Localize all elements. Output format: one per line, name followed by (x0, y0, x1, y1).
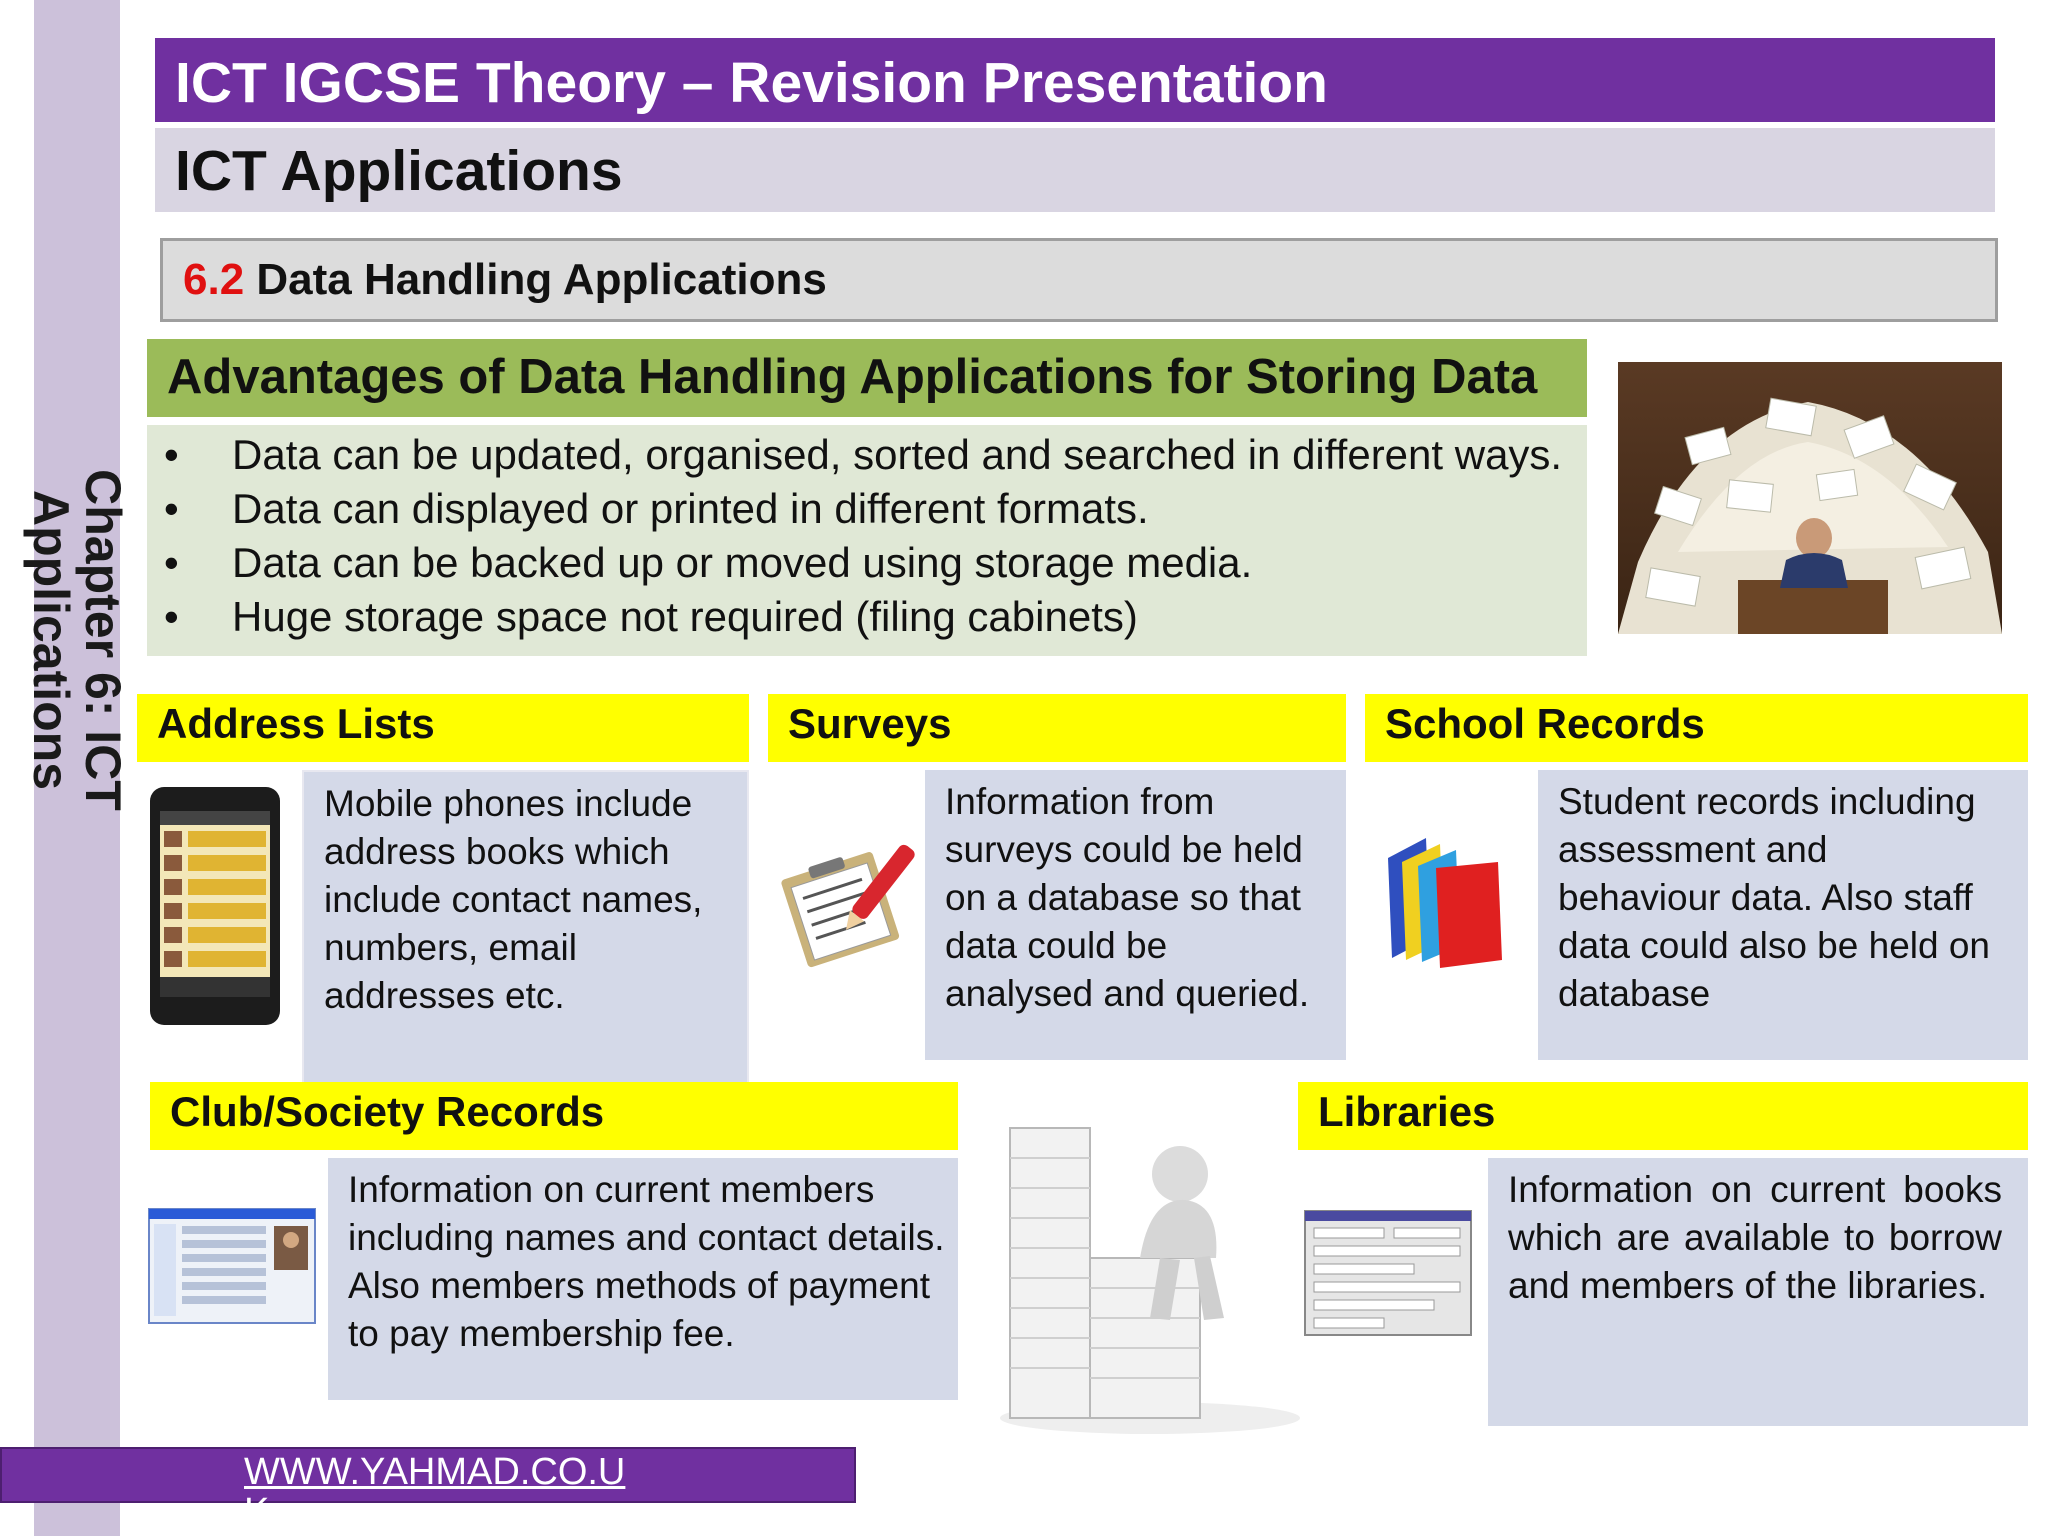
advantage-item: • Data can displayed or printed in different formats. (164, 485, 1149, 532)
paper-pile-photo (1618, 362, 2002, 634)
libraries-panel (1488, 1158, 2028, 1426)
club-records-text: Information on current members including names and contact details. Also members methods of payment to pay membership fee. (348, 1169, 945, 1354)
section-number: 6.2 (183, 255, 245, 304)
topic-subtitle: ICT Applications (175, 139, 623, 203)
section-title: Data Handling Applications (256, 255, 827, 304)
advantage-item: • Data can be backed up or moved using storage media. (164, 539, 1253, 586)
libraries-header (1298, 1082, 2028, 1150)
surveys-panel (925, 770, 1346, 1060)
chapter-label: Chapter 6: ICT Applications (23, 469, 131, 811)
surveys-header (768, 694, 1346, 762)
section-heading-bar (160, 238, 1998, 322)
advantages-heading-bar (147, 339, 1587, 417)
club-records-header (150, 1082, 958, 1150)
address-lists-header (137, 694, 749, 762)
library-database-image (1304, 1210, 1472, 1336)
advantages-list (160, 428, 1600, 644)
surveys-text: Information from surveys could be held on a database so that data could be analysed and queried. (945, 781, 1310, 1014)
school-records-header (1365, 694, 2028, 762)
address-lists-panel (302, 770, 749, 1090)
advantage-item: • Data can be updated, organised, sorted and searched in different ways. (164, 431, 1563, 478)
club-records-title: Club/Society Records (170, 1088, 605, 1135)
advantage-text: Huge storage space not required (filing cabinets) (232, 593, 1138, 640)
survey-clipboard-image (770, 828, 920, 968)
libraries-text: Information on current books which are available to borrow and members of the libraries. (1508, 1169, 2002, 1306)
address-lists-text: Mobile phones include address books which include contact names, numbers, email addresses etc. (324, 783, 703, 1016)
advantage-text: Data can be backed up or moved using storage media. (232, 539, 1253, 586)
folders-image (1378, 828, 1508, 974)
advantage-text: Data can displayed or printed in different formats. (232, 485, 1149, 532)
surveys-title: Surveys (788, 700, 952, 747)
school-records-text: Student records including assessment and behaviour data. Also staff data could also be held on database (1558, 781, 1991, 1014)
advantage-item: • Huge storage space not required (filing cabinets) (164, 593, 1138, 640)
advantages-heading: Advantages of Data Handling Applications for Storing Data (167, 350, 1538, 404)
school-records-title: School Records (1385, 700, 1705, 747)
paper-stack-figure-image (980, 1088, 1310, 1438)
presentation-title: ICT IGCSE Theory – Revision Presentation (175, 51, 1328, 115)
topic-subtitle-bar (155, 128, 1995, 212)
website-link[interactable]: WWW.YAHMAD.CO.UK (244, 1451, 626, 1533)
advantage-text: Data can be updated, organised, sorted and searched in different ways. (232, 431, 1563, 478)
address-lists-title: Address Lists (157, 700, 435, 747)
membership-software-image (148, 1208, 316, 1324)
presentation-title-bar (155, 38, 1995, 122)
mobile-phone-image (148, 785, 282, 1027)
club-records-panel (328, 1158, 958, 1400)
section-heading (183, 255, 827, 305)
school-records-panel (1538, 770, 2028, 1060)
libraries-title: Libraries (1318, 1088, 1496, 1135)
